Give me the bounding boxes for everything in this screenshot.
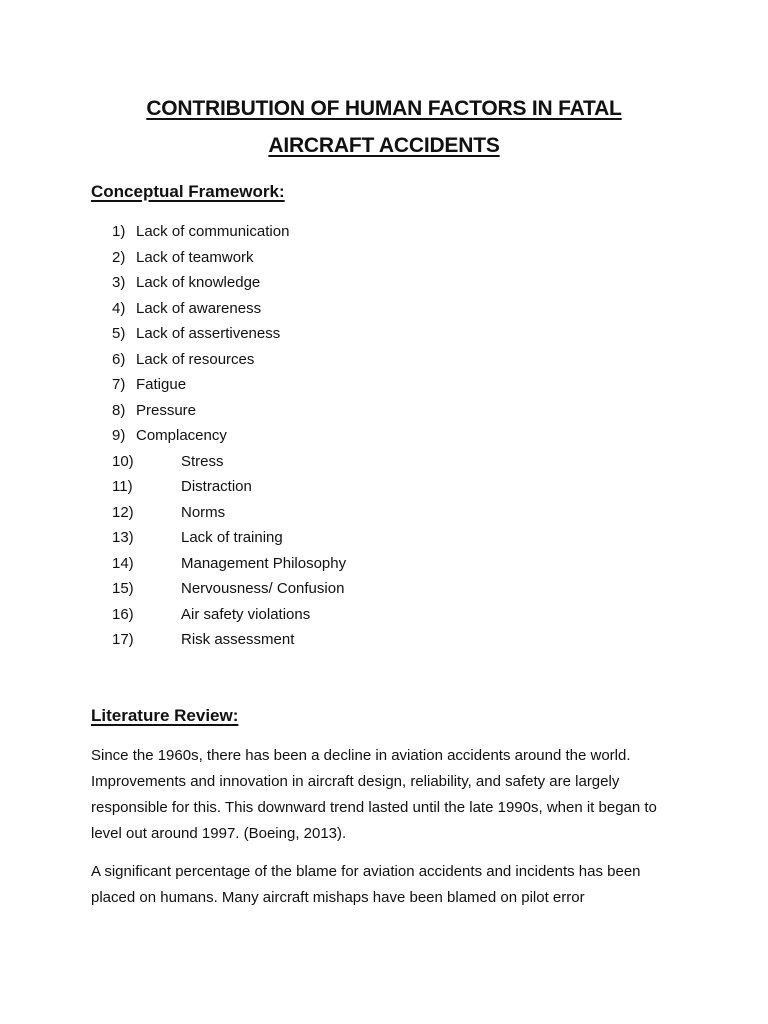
list-item bbox=[112, 299, 612, 325]
list-item-number: 8) bbox=[112, 401, 126, 419]
list-item bbox=[112, 273, 612, 299]
list-item-text: Lack of knowledge bbox=[136, 274, 261, 291]
list-item-text: Distraction bbox=[181, 478, 252, 495]
list-item-text: Norms bbox=[181, 503, 226, 521]
list-item-text: Fatigue bbox=[136, 376, 187, 393]
list-item bbox=[112, 401, 612, 427]
document-title-line-1: CONTRIBUTION OF HUMAN FACTORS IN FATAL bbox=[146, 97, 622, 120]
list-item bbox=[112, 503, 612, 529]
literature-paragraph-2: A significant percentage of the blame for aviation accidents and incidents has been placed on humans. Many aircraft mishaps have been blamed on pilot error bbox=[91, 863, 641, 906]
list-item bbox=[112, 630, 612, 656]
literature-review-heading: Literature Review: bbox=[91, 706, 239, 725]
list-item bbox=[112, 605, 612, 631]
list-item-number: 2) bbox=[112, 248, 126, 266]
list-item bbox=[112, 248, 612, 274]
list-item bbox=[112, 324, 612, 350]
list-item-number: 7) bbox=[112, 376, 126, 393]
list-item-text: Lack of teamwork bbox=[136, 248, 254, 266]
list-item bbox=[112, 477, 612, 503]
list-item-number: 9) bbox=[112, 427, 126, 444]
list-item-text: Lack of training bbox=[181, 529, 283, 546]
list-item-text: Pressure bbox=[136, 401, 197, 419]
list-item bbox=[112, 452, 612, 478]
list-item bbox=[112, 426, 612, 452]
list-item-number: 10) bbox=[112, 452, 134, 470]
list-item bbox=[112, 350, 612, 376]
list-item-text: Complacency bbox=[136, 427, 227, 444]
list-item bbox=[112, 554, 612, 580]
literature-paragraph-1: Since the 1960s, there has been a decline in aviation accidents around the world. Improvements and innovation in aircraft design, reliability, and safety are largely responsible for this. This downward trend lasted until the late 1990s, when it began to level out around 1997. (Boeing, 2013). bbox=[91, 747, 657, 842]
list-item-number: 4) bbox=[112, 299, 126, 317]
list-item-number: 1) bbox=[112, 223, 126, 240]
list-item-text: Stress bbox=[181, 452, 224, 470]
list-item-text: Lack of resources bbox=[136, 350, 255, 368]
list-item bbox=[112, 375, 612, 401]
list-item bbox=[112, 579, 612, 605]
list-item-number: 12) bbox=[112, 503, 134, 521]
list-item-text: Lack of assertiveness bbox=[136, 325, 281, 342]
list-item-text: Air safety violations bbox=[181, 605, 311, 623]
list-item-text: Management Philosophy bbox=[181, 554, 347, 572]
list-item-number: 11) bbox=[112, 478, 133, 495]
list-item-number: 3) bbox=[112, 274, 126, 291]
list-item-number: 6) bbox=[112, 350, 126, 368]
list-item-text: Lack of communication bbox=[136, 223, 290, 240]
list-item-number: 14) bbox=[112, 554, 134, 572]
conceptual-framework-heading: Conceptual Framework: bbox=[91, 182, 285, 201]
list-item-number: 16) bbox=[112, 605, 134, 623]
list-item-text: Lack of awareness bbox=[136, 299, 262, 317]
document-title-line-2: AIRCRAFT ACCIDENTS bbox=[268, 134, 500, 157]
framework-list bbox=[112, 222, 612, 656]
list-item-text: Nervousness/ Confusion bbox=[181, 580, 345, 597]
list-item-number: 13) bbox=[112, 529, 134, 546]
list-item-number: 17) bbox=[112, 631, 134, 648]
list-item-text: Risk assessment bbox=[181, 631, 295, 648]
list-item-number: 15) bbox=[112, 580, 134, 597]
list-item-number: 5) bbox=[112, 325, 126, 342]
list-item bbox=[112, 222, 612, 248]
list-item bbox=[112, 528, 612, 554]
